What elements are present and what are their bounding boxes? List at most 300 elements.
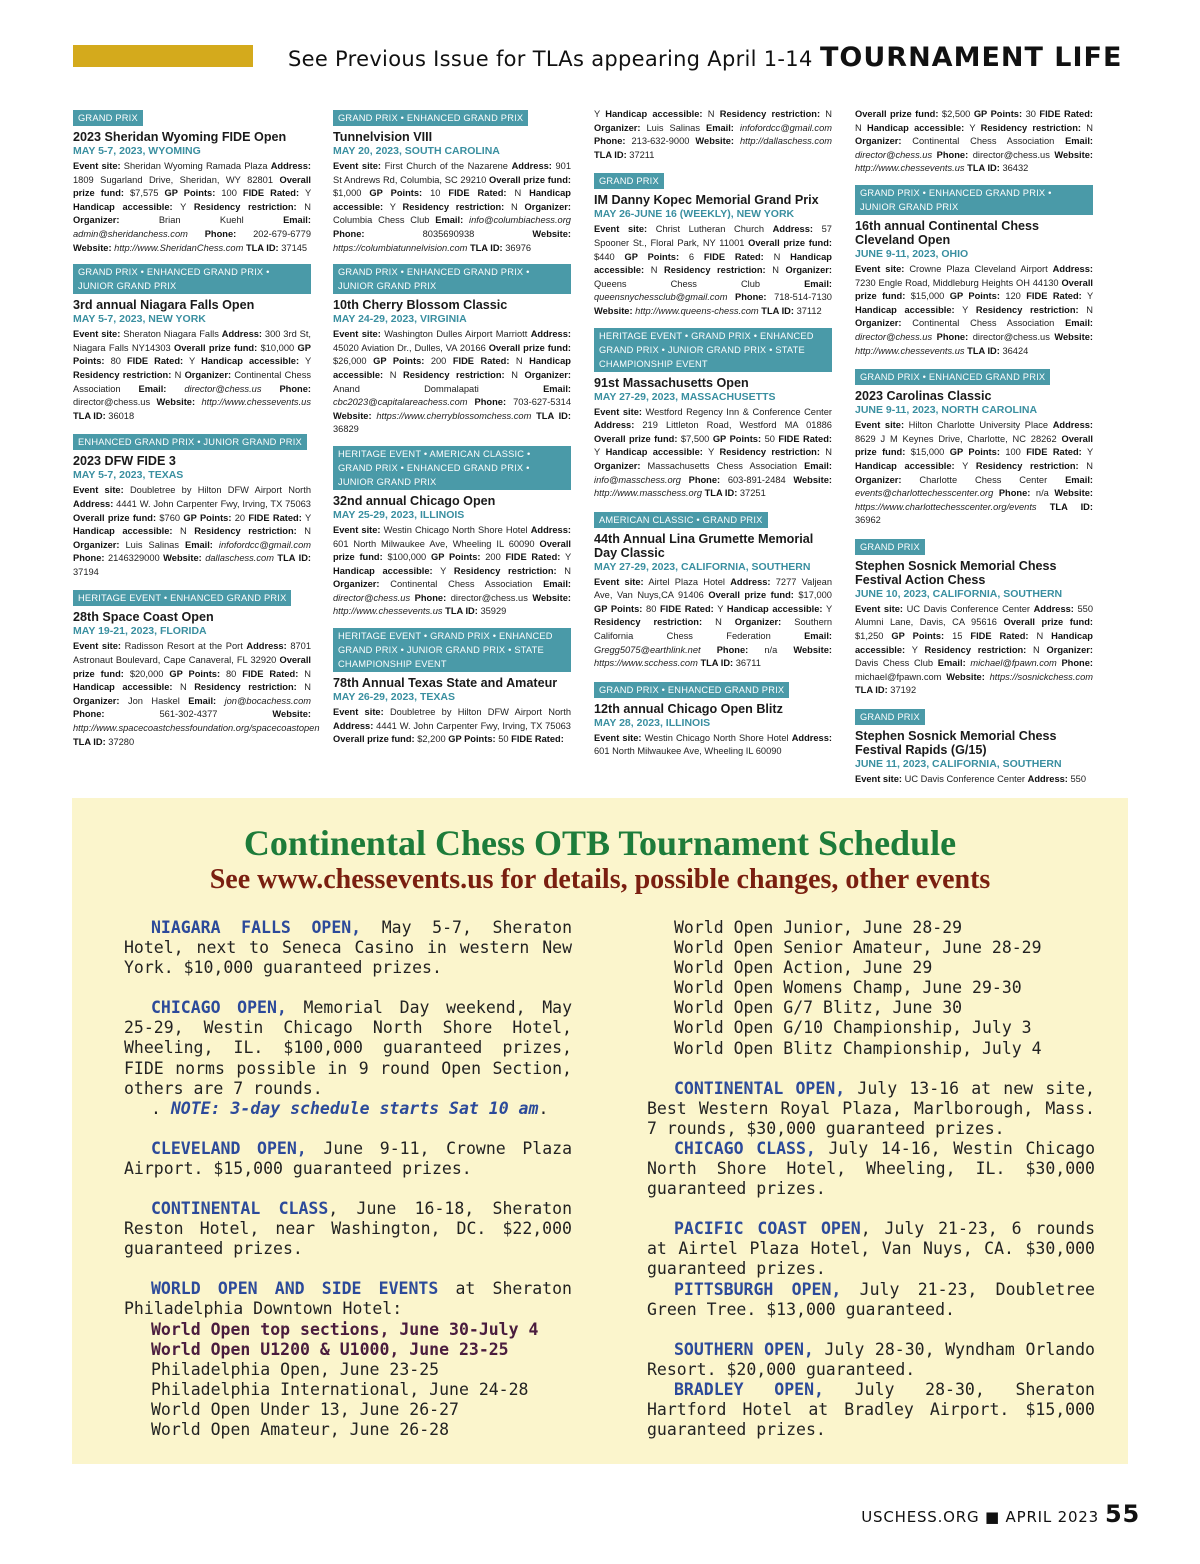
- field-label: Organizer:: [524, 201, 571, 212]
- event-title: 3rd annual Niagara Falls Open: [73, 298, 255, 313]
- field-label: GP Points:: [949, 447, 1000, 458]
- field-label: Overall prize fund:: [708, 590, 794, 601]
- field-label: Handicap accessible:: [333, 356, 571, 380]
- field-label: Website:: [695, 136, 734, 147]
- field-value-address: 300 3rd St, Niagara Falls NY14303: [73, 329, 311, 353]
- event-title: 16th annual Continental Chess Cleveland Open: [855, 218, 1040, 247]
- field-value-gp: 50: [764, 433, 775, 444]
- tla-entry: [855, 707, 1093, 787]
- field-value-site: UC Davis Conference Center: [906, 603, 1030, 614]
- field-value-fide: Y: [304, 188, 311, 199]
- field-value-fide: Y: [717, 603, 724, 614]
- field-value-site: First Church of the Nazarene: [384, 161, 508, 171]
- field-value-web: http://www.spacecoastchessfoundation.org/spacecoastopen: [73, 723, 320, 734]
- field-label: Overall prize fund:: [174, 342, 258, 353]
- event-title: 78th Annual Texas State and Amateur: [333, 676, 558, 691]
- field-label: Email:: [804, 278, 832, 289]
- field-value-address: 550 Alumni Lane, Davis, CA 95616: [855, 603, 1094, 628]
- field-label: Organizer:: [785, 265, 832, 276]
- field-label: Handicap accessible:: [726, 603, 823, 614]
- field-value-org: Charlotte Chess Center: [919, 474, 1048, 485]
- event-category-tag: GRAND PRIX • ENHANCED GRAND PRIX: [333, 110, 528, 126]
- side-events-left: [124, 1360, 572, 1440]
- field-label: Overall prize fund:: [333, 538, 571, 563]
- field-label: Residency restriction:: [402, 201, 505, 212]
- field-label: Event site:: [594, 732, 642, 743]
- event-title: 10th Cherry Blossom Classic: [333, 298, 508, 313]
- page-footer: [861, 1500, 1140, 1528]
- footer-site-date: USCHESS.ORG ■ APRIL 2023: [861, 1508, 1099, 1526]
- field-label: Handicap accessible:: [855, 460, 955, 471]
- world-open-u1200: World Open U1200 & U1000, June 23-25: [151, 1339, 509, 1359]
- field-value-phone: director@chess.us: [450, 592, 528, 603]
- field-value-org: Continental Chess Association: [912, 318, 1055, 329]
- field-value-tla: 37211: [629, 149, 655, 160]
- field-value-prize: $26,000: [333, 356, 367, 367]
- field-value-prize: $2,200: [417, 734, 446, 745]
- field-value-web: http://www.SheridanChess.com: [114, 242, 244, 253]
- field-value-prize: $15,000: [910, 291, 945, 302]
- field-label: Email:: [804, 631, 832, 642]
- tla-entry: [333, 108, 571, 255]
- field-value-gp: 80: [646, 603, 657, 614]
- field-label: Event site:: [73, 641, 122, 652]
- field-value-phone: 2146329000: [107, 553, 160, 564]
- tla-entry: [73, 432, 311, 579]
- event-details: [73, 640, 320, 749]
- event-title: 91st Massachusetts Open: [594, 375, 749, 390]
- field-value-site: Airtel Plaza Hotel: [648, 576, 725, 587]
- event-title: 2023 Carolinas Classic: [855, 389, 992, 404]
- field-label: Phone:: [73, 553, 105, 564]
- field-value-res: N: [511, 369, 518, 380]
- field-label: Phone:: [936, 149, 969, 160]
- event-date-location: MAY 28, 2023, ILLINOIS: [594, 716, 711, 729]
- tla-entry: [855, 367, 1093, 528]
- field-value-org: Continental Chess Association: [390, 579, 533, 590]
- field-value-site: Westford Regency Inn & Conference Center: [645, 406, 832, 417]
- tla-entry: [73, 588, 320, 749]
- field-value-web: http://www.chessevents.us: [855, 345, 965, 356]
- field-value-gp: 6: [688, 251, 695, 262]
- field-label: Email:: [1065, 136, 1093, 147]
- field-value-web: http://www.masschess.org: [594, 488, 702, 499]
- field-label: Organizer:: [594, 460, 641, 471]
- field-label: Handicap accessible:: [333, 565, 433, 576]
- field-value-site: Crowne Plaza Cleveland Airport: [909, 263, 1048, 274]
- event-details: [594, 108, 832, 162]
- tla-column-1: [73, 108, 320, 778]
- tla-entry: [594, 328, 832, 501]
- side-event-item: World Open Senior Amateur, June 28-29: [674, 938, 1042, 958]
- event-details: [855, 773, 1093, 787]
- field-label: GP Points:: [73, 342, 311, 367]
- field-value-web: dallaschess.com: [205, 553, 274, 564]
- event-date-location: JUNE 9-11, 2023, NORTH CAROLINA: [855, 404, 1038, 417]
- field-label: Event site:: [855, 420, 905, 431]
- field-value-hcap: Y: [911, 644, 918, 655]
- event-date-location: MAY 19-21, 2023, FLORIDA: [73, 625, 207, 638]
- field-value-fide: Y: [1086, 291, 1094, 302]
- field-value-web: http://www.chessevents.us: [855, 163, 965, 174]
- header-see-previous: See Previous Issue for TLAs appearing April 1-14: [288, 47, 813, 71]
- field-label: GP Points:: [183, 512, 232, 523]
- field-label: Address:: [270, 161, 311, 171]
- tla-entry: [594, 680, 832, 759]
- field-value-phone: 213-632-9000: [631, 136, 690, 147]
- field-label: Event site:: [855, 603, 904, 614]
- bradley-open-listing: BRADLEY OPEN, July 28-30, Sheraton Hartford Hotel at Bradley Airport. $15,000 guaranteed prizes.: [647, 1379, 1095, 1440]
- field-label: Handicap accessible:: [594, 251, 832, 276]
- field-value-phone: director@chess.us: [972, 331, 1050, 342]
- field-label: Phone:: [594, 136, 626, 147]
- field-value-fide: N: [1036, 631, 1044, 642]
- field-label: Phone:: [735, 292, 767, 303]
- field-label: GP Points:: [164, 188, 216, 199]
- event-category-tag: GRAND PRIX: [73, 110, 143, 126]
- field-label: Website:: [594, 305, 633, 316]
- field-label: TLA ID:: [967, 345, 1000, 356]
- field-label: Phone:: [936, 331, 969, 342]
- tla-entry: [855, 185, 1093, 358]
- field-value-address: 7230 Engle Road, Middleburg Heights OH 44130: [855, 277, 1059, 288]
- field-label: Handicap accessible:: [605, 447, 703, 458]
- field-value-prize: $1,250: [855, 631, 884, 642]
- field-label: Address:: [1052, 263, 1093, 274]
- field-label: Overall prize fund:: [333, 734, 415, 745]
- tla-column-2: [333, 108, 571, 778]
- field-label: Overall prize fund:: [748, 237, 832, 248]
- field-label: Organizer:: [855, 136, 902, 147]
- niagara-listing: NIAGARA FALLS OPEN, May 5-7, Sheraton Hotel, next to Seneca Casino in western New York. $10,000 guaranteed prizes.: [124, 918, 572, 978]
- schedule-title: Continental Chess OTB Tournament Schedule: [243, 823, 957, 863]
- event-title: 12th annual Chicago Open Blitz: [594, 701, 783, 716]
- side-event-item: World Open G/7 Blitz, June 30: [674, 998, 963, 1018]
- field-label: Organizer:: [73, 215, 120, 226]
- field-value-tla: 36711: [735, 658, 761, 669]
- field-value-org: Queens Chess Club: [594, 278, 761, 289]
- field-value-tla: 36018: [108, 410, 135, 421]
- field-label: TLA ID:: [704, 488, 738, 499]
- field-value-gp: 20: [234, 512, 246, 523]
- field-value-web: https://www.scchess.com: [594, 658, 698, 669]
- field-value-address: 219 Littleton Road, Westford MA 01886: [642, 420, 832, 431]
- event-category-tag: GRAND PRIX • ENHANCED GRAND PRIX: [855, 369, 1050, 385]
- field-label: Website:: [1054, 149, 1093, 160]
- field-label: FIDE Rated:: [778, 433, 832, 444]
- page-number: 55: [1105, 1500, 1140, 1528]
- field-label: Residency restriction:: [924, 644, 1027, 655]
- world-open-listing: WORLD OPEN AND SIDE EVENTS at Sheraton Philadelphia Downtown Hotel:: [124, 1279, 572, 1319]
- field-label: Event site:: [73, 485, 124, 496]
- field-value-org: Columbia Chess Club: [333, 215, 430, 226]
- field-value-phone: n/a: [764, 644, 778, 655]
- field-value-hcap: N: [179, 526, 187, 537]
- field-label: FIDE Rated:: [703, 251, 764, 262]
- field-value-res: N: [304, 201, 311, 212]
- field-label: Event site:: [855, 774, 903, 785]
- field-value-phone: michael@fpawn.com: [855, 671, 942, 682]
- tla-columns: [73, 108, 1094, 785]
- field-value-site: Doubletree by Hilton DFW Airport North: [129, 485, 311, 496]
- side-event-item: World Open Womens Champ, June 29-30: [674, 978, 1022, 998]
- field-value-org: Massachusetts Chess Association: [647, 460, 798, 471]
- field-label: Event site:: [333, 707, 384, 718]
- field-label: Address:: [530, 524, 571, 535]
- field-value-phone: 202-679-6779: [253, 228, 311, 239]
- event-title: Stephen Sosnick Memorial Chess Festival Rapids (G/15): [855, 729, 1057, 758]
- field-label: Address:: [772, 224, 813, 235]
- field-label: Organizer:: [73, 695, 120, 706]
- field-label: GP Points:: [594, 603, 643, 614]
- field-value-email: info@masschess.org: [594, 474, 681, 485]
- field-value-res: N: [772, 265, 779, 276]
- field-label: GP Points:: [448, 734, 496, 745]
- field-value-res: N: [511, 201, 518, 212]
- field-value-fide: N: [773, 251, 781, 262]
- field-label: Website:: [333, 410, 372, 421]
- side-event-item: Philadelphia International, June 24-28: [151, 1379, 529, 1399]
- event-date-location: MAY 5-7, 2023, TEXAS: [73, 469, 184, 482]
- field-value-tla: 37194: [73, 566, 99, 577]
- field-value-phone: 703-627-5314: [513, 397, 571, 408]
- field-label: Handicap accessible:: [855, 631, 1093, 655]
- field-label: FIDE Rated:: [242, 668, 299, 679]
- field-value-gp: 120: [1005, 291, 1021, 302]
- field-value-hcap: Y: [969, 122, 976, 133]
- event-title: 32nd annual Chicago Open: [333, 493, 496, 508]
- field-label: TLA ID:: [277, 553, 311, 564]
- field-label: Website:: [1054, 488, 1093, 499]
- field-value-fide: Y: [188, 356, 196, 367]
- field-value-org: Luis Salinas: [125, 539, 180, 550]
- pacific-coast-listing: PACIFIC COAST OPEN, July 21-23, 6 rounds at Airtel Plaza Hotel, Van Nuys, CA. $30,000 guaranteed prizes.: [647, 1219, 1096, 1279]
- field-value-address: 601 North Milwaukee Ave, Wheeling IL 60090: [594, 746, 782, 757]
- field-value-hcap: N: [389, 369, 397, 380]
- field-label: GP Points:: [624, 251, 680, 262]
- field-value-tla: 37280: [108, 736, 135, 747]
- field-value-email: infofordcc@gmail.com: [739, 122, 832, 133]
- field-label: FIDE Rated:: [511, 734, 564, 745]
- field-label: GP Points:: [373, 356, 425, 367]
- section-title: TOURNAMENT LIFE: [820, 42, 1123, 73]
- field-label: Residency restriction:: [719, 447, 820, 458]
- field-value-res: N: [715, 617, 722, 628]
- event-date-location: JUNE 9-11, 2023, OHIO: [855, 247, 969, 260]
- event-details: [594, 576, 832, 671]
- world-open-top: World Open top sections, June 30-July 4: [151, 1319, 539, 1339]
- tla-entry: [73, 264, 311, 423]
- field-label: Website:: [163, 553, 202, 564]
- field-value-res: N: [564, 565, 571, 576]
- field-label: Handicap accessible:: [201, 356, 300, 367]
- field-value-site: Radisson Resort at the Port: [124, 641, 243, 652]
- field-label: Website:: [73, 242, 112, 253]
- field-value-phone: 718-514-7130: [774, 292, 832, 303]
- event-category-tag: GRAND PRIX • ENHANCED GRAND PRIX: [594, 682, 789, 698]
- field-value-prize: $100,000: [387, 552, 427, 563]
- event-category-tag: GRAND PRIX • ENHANCED GRAND PRIX • JUNIOR GRAND PRIX: [333, 264, 571, 294]
- field-label: Website:: [793, 474, 832, 485]
- side-event-item: World Open Blitz Championship, July 4: [674, 1038, 1042, 1058]
- field-label: Overall prize fund:: [73, 655, 311, 679]
- field-value-address: 1809 Sugarland Drive, Sheridan, WY 82801: [73, 174, 274, 185]
- field-label: Handicap accessible:: [73, 526, 173, 537]
- fide-continued: Y: [594, 109, 601, 119]
- field-value-gp: 50: [498, 734, 509, 745]
- field-label: Organizer:: [594, 122, 641, 133]
- event-category-tag: GRAND PRIX: [594, 173, 664, 189]
- field-label: Website:: [946, 671, 985, 682]
- event-title: Tunnelvision VIII: [333, 130, 433, 144]
- event-date-location: JUNE 11, 2023, CALIFORNIA, SOUTHERN: [855, 758, 1062, 771]
- field-label: Residency restriction:: [980, 122, 1081, 133]
- header-accent-bar: [73, 45, 253, 67]
- field-label: Address:: [1052, 420, 1094, 431]
- field-value-email: director@chess.us: [855, 331, 933, 342]
- field-label: Email:: [435, 215, 464, 226]
- field-label: Residency restriction:: [73, 369, 172, 380]
- field-value-phone: director@chess.us: [73, 397, 151, 408]
- field-label: Residency restriction:: [594, 617, 703, 628]
- field-label: Email:: [1065, 474, 1093, 485]
- tla-entry: [73, 108, 311, 255]
- field-value-hcap: Y: [304, 356, 311, 367]
- field-value-hcap: N: [707, 109, 715, 119]
- field-value-res: N: [1033, 644, 1040, 655]
- field-value-phone: 8035690938: [422, 228, 475, 239]
- field-label: TLA ID:: [761, 305, 794, 316]
- tla-entry: [855, 108, 1093, 176]
- field-value-site: Westin Chicago North Shore Hotel: [383, 524, 528, 535]
- field-value-email: director@chess.us: [184, 383, 262, 394]
- field-value-hcap: Y: [180, 201, 187, 212]
- field-value-site: UC Davis Conference Center: [904, 774, 1026, 785]
- side-event-item: World Open Amateur, June 26-28: [151, 1419, 450, 1439]
- field-label: Organizer:: [73, 539, 120, 550]
- field-label: Handicap accessible:: [605, 109, 703, 119]
- chicago-listing: CHICAGO OPEN, Memorial Day weekend, May 25-29, Westin Chicago North Shore Hotel, Wheeling, IL. $100,000 guaranteed prizes, FIDE norms possible in 9 round Open Section, others are 7 rounds.: [124, 998, 573, 1098]
- event-details: [855, 419, 1093, 528]
- side-event-item: World Open Action, June 29: [674, 958, 933, 978]
- field-label: Overall prize fund:: [73, 174, 311, 199]
- event-date-location: MAY 26-JUNE 16 (WEEKLY), NEW YORK: [594, 208, 795, 221]
- event-date-location: MAY 25-29, 2023, ILLINOIS: [333, 508, 465, 521]
- field-label: Phone:: [204, 228, 237, 239]
- schedule-right-column: [647, 918, 1095, 1440]
- field-value-tla: 37112: [796, 305, 822, 316]
- tla-entry: [333, 446, 571, 619]
- field-value-res: N: [825, 447, 832, 458]
- field-value-phone: director@chess.us: [972, 149, 1050, 160]
- field-label: Overall prize fund:: [73, 512, 157, 523]
- field-value-fide: Y: [564, 552, 571, 563]
- field-value-prize: $10,000: [260, 342, 295, 353]
- schedule-left-column: [124, 918, 572, 1440]
- event-title: 44th Annual Lina Grumette Memorial Day Classic: [594, 531, 814, 560]
- field-value-hcap: Y: [440, 565, 447, 576]
- field-label: FIDE Rated:: [1039, 109, 1093, 119]
- field-label: FIDE Rated:: [505, 552, 561, 563]
- field-label: Address:: [530, 329, 571, 340]
- field-value-web: http://www.queens-chess.com: [635, 305, 759, 316]
- field-label: Address:: [1033, 603, 1074, 614]
- field-label: FIDE Rated:: [242, 188, 300, 199]
- field-value-email: cbc2023@capitalareachess.com: [333, 397, 468, 408]
- field-value-res: N: [304, 682, 311, 693]
- field-value-fide: N: [304, 668, 311, 679]
- field-label: Residency restriction:: [193, 201, 297, 212]
- field-label: Phone:: [716, 644, 749, 655]
- schedule-subtitle: See www.chessevents.us for details, possible changes, other events: [209, 864, 991, 895]
- field-label: Address:: [221, 329, 263, 340]
- event-title: 28th Space Coast Open: [73, 610, 214, 625]
- field-value-org: Southern California Chess Federation: [594, 617, 833, 642]
- event-details: [333, 160, 571, 255]
- field-label: Overall prize fund:: [855, 433, 1094, 458]
- field-value-res: N: [825, 109, 833, 119]
- field-label: FIDE Rated:: [660, 603, 714, 614]
- field-label: FIDE Rated:: [970, 631, 1029, 642]
- field-value-site: Washington Dulles Airport Marriott: [384, 329, 528, 340]
- field-label: TLA ID:: [445, 606, 478, 617]
- field-value-address: 8701 Astronaut Boulevard, Cape Canaveral, FL 32920: [73, 641, 311, 666]
- field-value-gp: 100: [1005, 447, 1021, 458]
- field-label: GP Points:: [369, 188, 423, 199]
- field-value-tla: 36432: [1002, 163, 1029, 174]
- side-events-right: [647, 918, 1095, 1059]
- field-label: Website:: [272, 709, 311, 720]
- field-label: Email:: [706, 122, 734, 133]
- field-label: Event site:: [855, 263, 905, 274]
- field-label: FIDE Rated:: [452, 356, 510, 367]
- field-label: FIDE Rated:: [448, 188, 507, 199]
- field-value-fide: Y: [1086, 447, 1094, 458]
- field-value-res: N: [304, 526, 311, 537]
- field-label: Residency restriction:: [453, 565, 557, 576]
- field-value-gp: 15: [952, 631, 963, 642]
- field-label: Address:: [791, 732, 832, 743]
- field-label: Event site:: [333, 524, 381, 535]
- field-label: Phone:: [73, 709, 105, 720]
- field-value-address: 7277 Valjean Ave, Van Nuys,CA 91406: [594, 576, 832, 601]
- field-value-email: queensnychessclub@gmail.com: [594, 292, 728, 303]
- field-value-site: Sheraton Niagara Falls: [123, 329, 219, 340]
- event-title: 2023 Sheridan Wyoming FIDE Open: [73, 130, 287, 144]
- field-value-prize: $15,000: [910, 447, 945, 458]
- event-details: [594, 223, 832, 318]
- continental-class-listing: CONTINENTAL CLASS, June 16-18, Sheraton Reston Hotel, near Washington, DC. $22,000 guaranteed prizes.: [124, 1199, 572, 1259]
- side-event-item: Philadelphia Open, June 23-25: [151, 1359, 440, 1379]
- field-label: Organizer:: [333, 579, 380, 590]
- field-label: Handicap accessible:: [855, 304, 955, 315]
- event-details: [855, 263, 1093, 358]
- field-value-res: N: [174, 369, 182, 380]
- field-value-address: 601 North Milwaukee Ave, Wheeling IL 60090: [333, 538, 535, 549]
- field-value-res: N: [1086, 304, 1093, 315]
- field-value-prize: $7,500: [680, 433, 710, 444]
- event-date-location: MAY 5-7, 2023, NEW YORK: [73, 313, 206, 326]
- field-label: GP Points:: [949, 291, 1000, 302]
- field-label: Event site:: [333, 161, 382, 171]
- event-date-location: MAY 5-7, 2023, WYOMING: [73, 145, 201, 157]
- event-date-location: MAY 26-29, 2023, TEXAS: [333, 691, 455, 704]
- continental-open-listing: CONTINENTAL OPEN, July 13-16 at new site, Best Western Royal Plaza, Marlborough, Mass. 7 rounds, $30,000 guaranteed prizes.: [647, 1078, 1095, 1138]
- field-label: Address:: [594, 420, 635, 431]
- field-value-prize: $2,500: [941, 109, 971, 119]
- event-date-location: JUNE 10, 2023, CALIFORNIA, SOUTHERN: [855, 587, 1063, 600]
- field-label: Email:: [1065, 318, 1093, 329]
